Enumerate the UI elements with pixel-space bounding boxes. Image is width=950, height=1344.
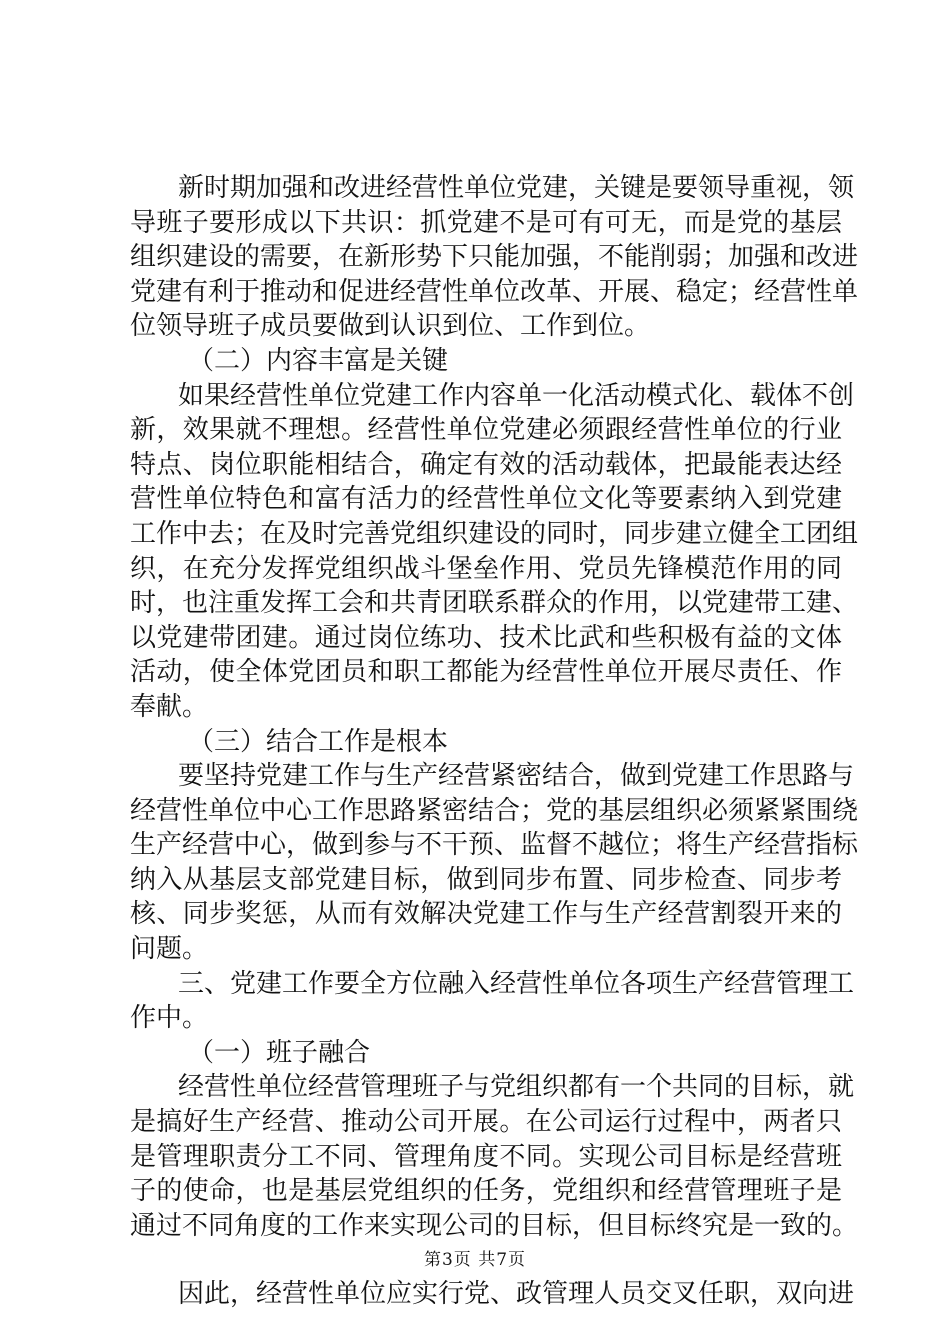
- text-line: 时，也注重发挥工会和共青团联系群众的作用，以党建带工建、: [130, 588, 859, 619]
- text-line: 经营性单位中心工作思路紧密结合；党的基层组织必须紧紧围绕: [130, 795, 859, 826]
- section-heading: [130, 725, 842, 760]
- text-line: 新时期加强和改进经营性单位党建，关键是要领导重视，领: [178, 173, 855, 203]
- text-line: 因此，经营性单位应实行党、政管理人员交叉任职，双向进: [178, 1279, 855, 1310]
- text-line: 党建有利于推动和促进经营性单位改革、开展、稳定；经营性单: [130, 276, 859, 307]
- text-line: 奉献。: [130, 691, 209, 722]
- text-line: 新，效果就不理想。经营性单位党建必须跟经营性单位的行业: [130, 415, 842, 446]
- text-line: 问题。: [130, 934, 209, 965]
- paragraph: [130, 967, 855, 1036]
- paragraph: [130, 171, 859, 344]
- text-line: 组织建设的需要，在新形势下只能加强，不能削弱；加强和改进: [130, 242, 859, 273]
- heading-line: （三）结合工作是根本: [188, 726, 449, 757]
- page-footer: 第3页 共7页: [423, 1250, 527, 1270]
- paragraph: [130, 379, 859, 725]
- paragraph: [130, 759, 859, 967]
- section-heading: [130, 344, 842, 379]
- text-line: 作中。: [130, 1003, 209, 1034]
- text-line: 核、同步奖惩，从而有效解决党建工作与生产经营割裂开来的: [130, 899, 842, 930]
- text-line: 活动，使全体党团员和职工都能为经营性单位开展尽责任、作: [130, 657, 842, 688]
- text-line: 以党建带团建。通过岗位练功、技术比武和些积极有益的文体: [130, 622, 842, 653]
- text-line: 特点、岗位职能相结合，确定有效的活动载体，把最能表达经: [130, 449, 842, 480]
- text-line: 织，在充分发挥党组织战斗堡垒作用、党员先锋模范作用的同: [130, 553, 842, 584]
- text-line: 三、党建工作要全方位融入经营性单位各项生产经营管理工: [178, 968, 855, 999]
- document-body: [130, 171, 859, 1312]
- text-line: 生产经营中心，做到参与不干预、监督不越位；将生产经营指标: [130, 830, 859, 861]
- text-line: 通过不同角度的工作来实现公司的目标，但目标终究是一致的。: [130, 1210, 859, 1241]
- heading-line: （二）内容丰富是关键: [188, 345, 449, 376]
- text-line: 子的使命，也是基层党组织的任务，党组织和经营管理班子是: [130, 1176, 842, 1207]
- text-line: 如果经营性单位党建工作内容单一化活动模式化、载体不创: [178, 380, 855, 411]
- section-heading: [130, 1036, 842, 1071]
- text-line: 导班子要形成以下共识：抓党建不是可有可无，而是党的基层: [130, 207, 842, 238]
- heading-line: （一）班子融合: [188, 1037, 371, 1068]
- text-line: 位领导班子成员要做到认识到位、工作到位。: [130, 311, 651, 342]
- paragraph: [130, 1277, 855, 1312]
- text-line: 要坚持党建工作与生产经营紧密结合，做到党建工作思路与: [178, 761, 855, 792]
- text-line: 经营性单位经营管理班子与党组织都有一个共同的目标，就: [178, 1072, 855, 1103]
- paragraph: [130, 1070, 859, 1243]
- text-line: 营性单位特色和富有活力的经营性单位文化等要素纳入到党建: [130, 484, 842, 515]
- text-line: 是管理职责分工不同、管理角度不同。实现公司目标是经营班: [130, 1141, 842, 1172]
- text-line: 纳入从基层支部党建目标，做到同步布置、同步检查、同步考: [130, 864, 842, 895]
- text-line: 是搞好生产经营、推动公司开展。在公司运行过程中，两者只: [130, 1107, 842, 1138]
- text-line: 工作中去；在及时完善党组织建设的同时，同步建立健全工团组: [130, 518, 859, 549]
